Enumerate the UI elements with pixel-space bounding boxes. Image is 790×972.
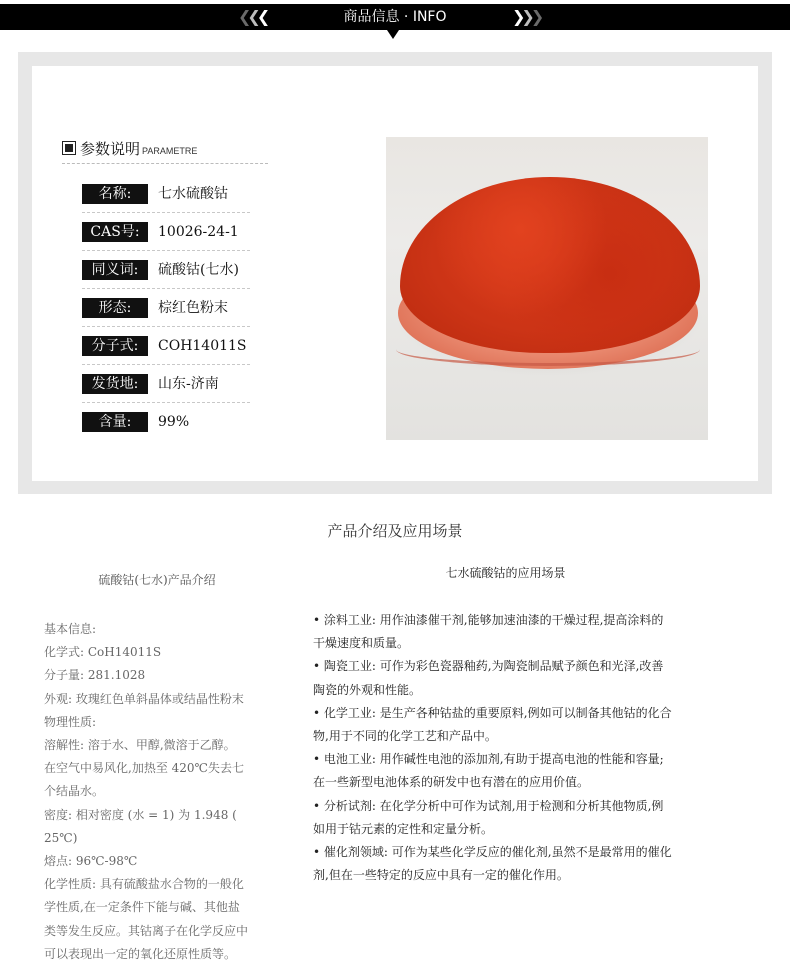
intro-line: 化学式: CoH14011S [44,645,162,660]
param-label: 发货地: [82,374,148,394]
intro-line: 基本信息: [44,622,97,636]
param-value: 七水硫酸钴 [158,186,228,202]
header-bar [0,4,790,30]
intro-line: 物理性质: [44,714,97,729]
intro-title: 硫酸钴(七水)产品介绍 [98,573,216,587]
product-photo [386,137,708,440]
intro-line: 熔点: 96℃-98℃ [44,854,138,869]
intro-line: 个结晶水。 [44,784,105,799]
divider [82,364,250,365]
divider [62,163,268,164]
intro-line: 溶解性: 溶于水、甲醇,微溶于乙醇。 [44,738,236,753]
chevron-right-icon: ❯❯❯ [512,7,541,26]
param-value: 山东-济南 [158,376,219,392]
params-title: 参数说明 [80,140,141,158]
applications-text [313,609,733,887]
intro-line: 外观: 玫瑰红色单斜晶体或结晶性粉末 [44,691,244,706]
intro-text [44,618,272,966]
application-line: 如用于钴元素的定性和定量分析。 [313,821,494,836]
intro-line: 分子量: 281.1028 [44,668,146,683]
application-line: 干燥速度和质量。 [313,636,410,651]
params-subtitle: PARAMETRE [142,146,198,156]
intro-line: 类等发生反应。其钴离子在化学反应中 [44,923,249,938]
param-label: 含量: [82,412,148,432]
application-line: • 陶瓷工业: 可作为彩色瓷器釉药,为陶瓷制品赋予颜色和光泽,改善 [313,659,664,674]
param-value: COH14011S [158,338,247,354]
application-line: • 涂料工业: 用作油漆催干剂,能够加速油漆的干燥过程,提高涂料的 [313,613,664,627]
divider [82,288,250,289]
intro-line: 25℃) [44,830,78,845]
square-bullet-icon [62,141,76,155]
application-line: 陶瓷的外观和性能。 [313,682,422,697]
intro-line: 密度: 相对密度 (水 = 1) 为 1.948 ( [44,807,237,822]
application-line: • 催化剂领域: 可作为某些化学反应的催化剂,虽然不是最常用的催化 [313,845,672,860]
intro-line: 学性质,在一定条件下能与碱、其他盐 [44,900,240,915]
intro-line: 可以表现出一定的氧化还原性质等。 [44,946,237,961]
header-title: 商品信息 · INFO [343,9,447,25]
divider [82,402,250,403]
param-value: 棕红色粉末 [158,300,228,316]
pointer-icon [387,30,399,39]
application-line: 在一些新型电池体系的研发中也有潜在的应用价值。 [313,775,590,790]
application-line: • 分析试剂: 在化学分析中可作为试剂,用于检测和分析其他物质,例 [313,798,664,813]
application-line: 物,用于不同的化学工艺和产品中。 [313,729,497,744]
divider [82,212,250,213]
chevron-left-icon: ❮❮❮ [238,7,267,26]
applications-title: 七水硫酸钴的应用场景 [445,566,566,580]
param-label: 同义词: [82,260,148,280]
param-label: 名称: [82,184,148,204]
param-label: 分子式: [82,336,148,356]
application-line: 剂,但在一些特定的反应中具有一定的催化作用。 [313,868,569,883]
divider [82,250,250,251]
param-value: 硫酸钴(七水) [158,262,239,278]
application-line: • 化学工业: 是生产各种钴盐的重要原料,例如可以制备其他钴的化合 [313,705,672,720]
param-label: CAS号: [82,222,148,242]
params-heading [62,139,197,159]
param-label: 形态: [82,298,148,318]
section-title: 产品介绍及应用场景 [327,522,463,540]
intro-line: 化学性质: 具有硫酸盐水合物的一般化 [44,877,244,892]
param-value: 99% [158,414,190,430]
intro-line: 在空气中易风化,加热至 420℃失去七 [44,761,244,776]
application-line: • 电池工业: 用作碱性电池的添加剂,有助于提高电池的性能和容量; [313,752,664,767]
divider [82,326,250,327]
param-value: 10026-24-1 [158,224,239,240]
